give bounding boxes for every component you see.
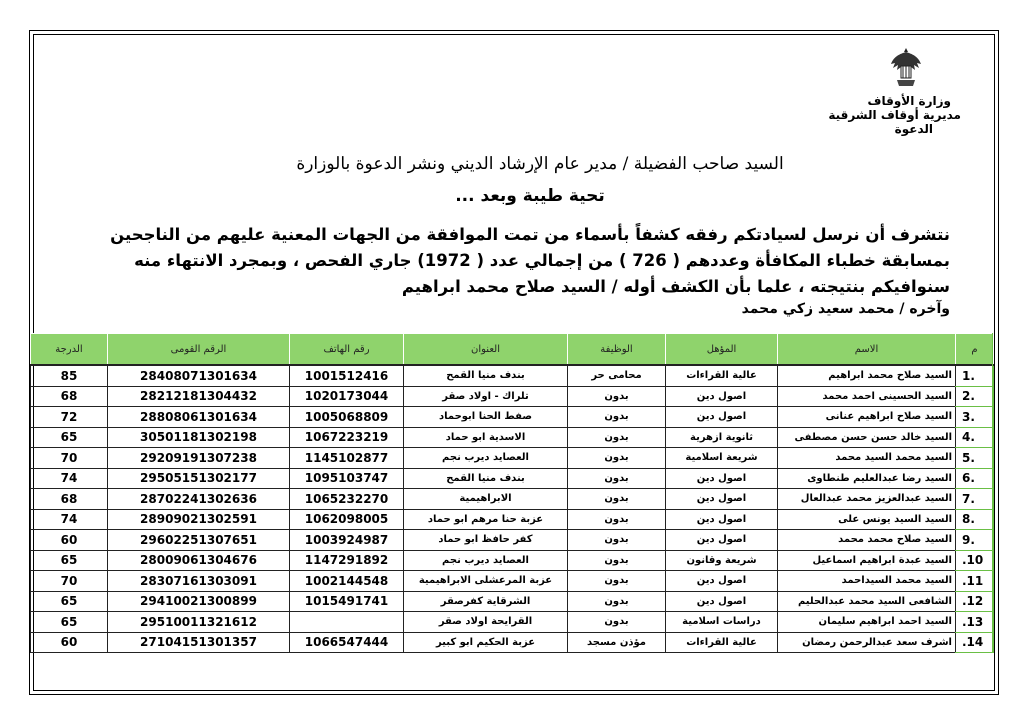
column-header-index: م xyxy=(956,334,994,366)
row-grade: 70 xyxy=(31,448,108,469)
row-job: بدون xyxy=(568,509,666,530)
row-phone: 1095103747 xyxy=(290,468,404,489)
row-name: السيد احمد ابراهيم سليمان xyxy=(778,612,956,633)
letter-addressee: السيد صاحب الفضيلة / مدير عام الإرشاد الديني ونشر الدعوة بالوزارة xyxy=(296,154,784,174)
letter-greeting: تحية طيبة وبعد ... xyxy=(455,186,605,206)
row-qualification: اصول دين xyxy=(666,386,778,407)
row-index: 3. xyxy=(956,407,994,428)
winners-table xyxy=(30,333,994,689)
table-row xyxy=(31,407,994,428)
row-index: 9. xyxy=(956,530,994,551)
row-national-id: 28009061304676 xyxy=(108,550,290,571)
row-job: بدون xyxy=(568,427,666,448)
row-index: 4. xyxy=(956,427,994,448)
row-job: بدون xyxy=(568,386,666,407)
row-grade: 70 xyxy=(31,571,108,592)
column-header-qualification: المؤهل xyxy=(666,334,778,366)
department-name: الدعوة xyxy=(894,122,933,136)
directorate-name: مديرية أوقاف الشرقية xyxy=(828,108,961,122)
row-index: 7. xyxy=(956,489,994,510)
letter-body-line: بمسابقة خطباء المكافأة وعددهم ( 726 ) من إجمالي عدد ( 1972) جاري الفحص ، وبمجرد الانتهاء منه xyxy=(134,251,950,270)
table-row xyxy=(31,530,994,551)
row-index: 2. xyxy=(956,386,994,407)
row-qualification: اصول دين xyxy=(666,489,778,510)
row-address: العصايد ديرب نجم xyxy=(404,550,568,571)
row-index: 5. xyxy=(956,448,994,469)
row-qualification: اصول دين xyxy=(666,571,778,592)
row-job: بدون xyxy=(568,571,666,592)
table-row xyxy=(31,427,994,448)
row-grade: 65 xyxy=(31,612,108,633)
row-address: عزبة حنا مرهم ابو حماد xyxy=(404,509,568,530)
row-qualification: اصول دين xyxy=(666,530,778,551)
letter-body xyxy=(70,222,950,320)
egypt-eagle-emblem-icon xyxy=(889,46,923,90)
row-qualification: شريعة وقانون xyxy=(666,550,778,571)
letter-body-line: سنوافيكم بنتيجته ، علما بأن الكشف أوله / السيد صلاح محمد ابراهيم xyxy=(401,277,950,296)
row-address: الابراهيمية xyxy=(404,489,568,510)
row-national-id: 29602251307651 xyxy=(108,530,290,551)
row-job: بدون xyxy=(568,530,666,551)
row-phone: 1015491741 xyxy=(290,591,404,612)
table-row xyxy=(31,509,994,530)
row-address: تلراك - اولاد صقر xyxy=(404,386,568,407)
row-qualification: اصول دين xyxy=(666,468,778,489)
row-national-id: 29505151302177 xyxy=(108,468,290,489)
row-grade: 60 xyxy=(31,530,108,551)
table-row xyxy=(31,468,994,489)
row-phone: 1001512416 xyxy=(290,365,404,386)
ministry-heading xyxy=(751,94,961,136)
row-phone: 1005068809 xyxy=(290,407,404,428)
row-national-id: 28702241302636 xyxy=(108,489,290,510)
row-name: الشافعى السيد محمد عبدالحليم xyxy=(778,591,956,612)
row-grade: 85 xyxy=(31,365,108,386)
row-job: بدون xyxy=(568,612,666,633)
row-national-id: 29410021300899 xyxy=(108,591,290,612)
row-grade: 65 xyxy=(31,591,108,612)
table-row xyxy=(31,386,994,407)
row-national-id: 30501181302198 xyxy=(108,427,290,448)
row-index: 8. xyxy=(956,509,994,530)
row-national-id: 28408071301634 xyxy=(108,365,290,386)
row-job: بدون xyxy=(568,407,666,428)
row-phone xyxy=(290,612,404,633)
row-national-id: 27104151301357 xyxy=(108,632,290,653)
table-row xyxy=(31,571,994,592)
column-header-national-id: الرقم القومى xyxy=(108,334,290,366)
row-phone: 1062098005 xyxy=(290,509,404,530)
row-qualification: دراسات اسلامية xyxy=(666,612,778,633)
row-name: السيد عبدالعزيز محمد عبدالعال xyxy=(778,489,956,510)
row-grade: 60 xyxy=(31,632,108,653)
row-address: عزبة الحكيم ابو كبير xyxy=(404,632,568,653)
row-name: السيد عبدة ابراهيم اسماعيل xyxy=(778,550,956,571)
row-name: السيد صلاح ابراهيم عنانى xyxy=(778,407,956,428)
table-row xyxy=(31,550,994,571)
row-qualification: ثانوية ازهرية xyxy=(666,427,778,448)
table-empty-footer xyxy=(31,653,994,690)
row-index: .10 xyxy=(956,550,994,571)
row-job: بدون xyxy=(568,489,666,510)
row-address: كفر حافظ ابو حماد xyxy=(404,530,568,551)
row-name: السيد صلاح محمد محمد xyxy=(778,530,956,551)
row-address: عزبة المرعشلى الابراهيمية xyxy=(404,571,568,592)
letter-body-line: نتشرف أن نرسل لسيادتكم رفقه كشفاً بأسماء من تمت الموافقة من الجهات المعنية عليهم من الناجحين xyxy=(110,225,950,244)
row-phone: 1002144548 xyxy=(290,571,404,592)
row-index: 1. xyxy=(956,365,994,386)
column-header-grade: الدرجة xyxy=(31,334,108,366)
table-row xyxy=(31,591,994,612)
row-grade: 65 xyxy=(31,550,108,571)
row-grade: 65 xyxy=(31,427,108,448)
row-grade: 74 xyxy=(31,509,108,530)
column-header-address: العنوان xyxy=(404,334,568,366)
row-grade: 68 xyxy=(31,386,108,407)
row-job: محامى حر xyxy=(568,365,666,386)
row-phone: 1145102877 xyxy=(290,448,404,469)
row-address: الشرقاية كفرصقر xyxy=(404,591,568,612)
table-header-row xyxy=(31,334,994,366)
row-address: صفط الحنا ابوحماد xyxy=(404,407,568,428)
row-name: اشرف سعد عبدالرحمن رمضان xyxy=(778,632,956,653)
row-job: مؤذن مسجد xyxy=(568,632,666,653)
column-header-job: الوظيفة xyxy=(568,334,666,366)
row-national-id: 29209191307238 xyxy=(108,448,290,469)
row-job: بدون xyxy=(568,550,666,571)
row-address: بندف منيا القمح xyxy=(404,468,568,489)
row-phone: 1147291892 xyxy=(290,550,404,571)
row-job: بدون xyxy=(568,468,666,489)
row-qualification: عالية القراءات xyxy=(666,365,778,386)
row-index: .14 xyxy=(956,632,994,653)
row-index: 6. xyxy=(956,468,994,489)
row-name: السيد رضا عبدالعليم طنطاوى xyxy=(778,468,956,489)
row-address: العصايد ديرب نجم xyxy=(404,448,568,469)
row-phone: 1066547444 xyxy=(290,632,404,653)
row-name: السيد محمد السيداحمد xyxy=(778,571,956,592)
row-name: السيد صلاح محمد ابراهيم xyxy=(778,365,956,386)
column-header-name: الاسم xyxy=(778,334,956,366)
row-address: الاسدية ابو حماد xyxy=(404,427,568,448)
row-index: .11 xyxy=(956,571,994,592)
table-row xyxy=(31,365,994,386)
row-phone: 1065232270 xyxy=(290,489,404,510)
row-job: بدون xyxy=(568,448,666,469)
row-qualification: اصول دين xyxy=(666,407,778,428)
row-job: بدون xyxy=(568,591,666,612)
row-name: السيد محمد السيد محمد xyxy=(778,448,956,469)
letter-body-line: وآخره / محمد سعيد زكي محمد xyxy=(741,301,950,317)
row-national-id: 29510011321612 xyxy=(108,612,290,633)
row-address: القرايحة اولاد صقر xyxy=(404,612,568,633)
row-grade: 74 xyxy=(31,468,108,489)
table-row xyxy=(31,632,994,653)
table-row xyxy=(31,612,994,633)
row-grade: 68 xyxy=(31,489,108,510)
row-qualification: شريعة اسلامية xyxy=(666,448,778,469)
row-national-id: 28909021302591 xyxy=(108,509,290,530)
row-name: السيد خالد حسن حسن مصطفى xyxy=(778,427,956,448)
row-phone: 1003924987 xyxy=(290,530,404,551)
row-index: .12 xyxy=(956,591,994,612)
row-name: السيد السيد يونس على xyxy=(778,509,956,530)
row-national-id: 28212181304432 xyxy=(108,386,290,407)
ministry-name: وزارة الأوقاف xyxy=(867,94,951,108)
row-address: بندف منيا القمح xyxy=(404,365,568,386)
row-qualification: اصول دين xyxy=(666,591,778,612)
row-index: .13 xyxy=(956,612,994,633)
row-qualification: اصول دين xyxy=(666,509,778,530)
table-row xyxy=(31,489,994,510)
row-grade: 72 xyxy=(31,407,108,428)
row-phone: 1067223219 xyxy=(290,427,404,448)
table-green-edge xyxy=(992,333,993,653)
row-phone: 1020173044 xyxy=(290,386,404,407)
table-row xyxy=(31,448,994,469)
row-national-id: 28808061301634 xyxy=(108,407,290,428)
row-qualification: عالية القراءات xyxy=(666,632,778,653)
row-name: السيد الحسينى احمد محمد xyxy=(778,386,956,407)
column-header-phone: رقم الهاتف xyxy=(290,334,404,366)
row-national-id: 28307161303091 xyxy=(108,571,290,592)
